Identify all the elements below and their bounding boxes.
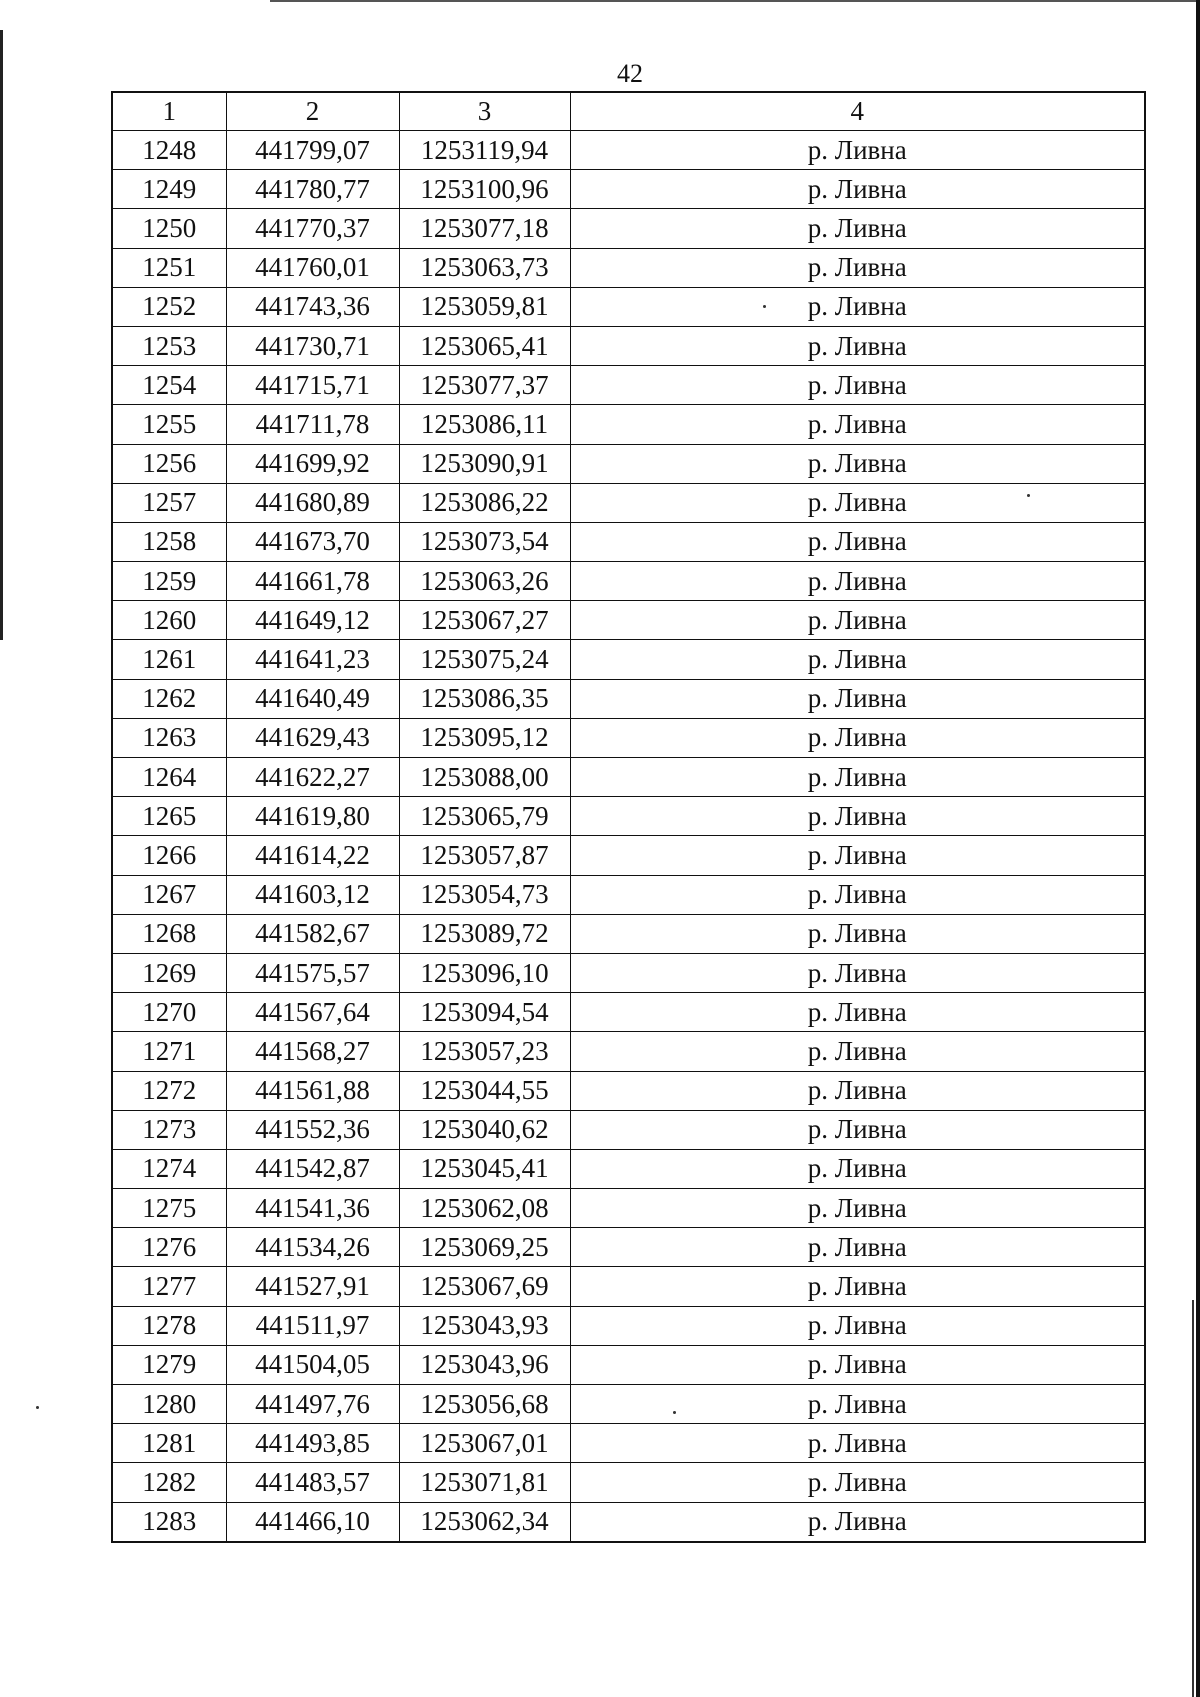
point-number-cell: 1256 [112, 444, 226, 483]
x-coordinate-cell: 441780,77 [226, 170, 399, 209]
description-cell: р. Ливна [570, 562, 1145, 601]
description-cell: р. Ливна [570, 326, 1145, 365]
table-row [112, 1424, 1145, 1463]
table-row [112, 1385, 1145, 1424]
description-cell: р. Ливна [570, 758, 1145, 797]
x-coordinate-cell: 441534,26 [226, 1228, 399, 1267]
table-row [112, 914, 1145, 953]
x-coordinate-cell: 441799,07 [226, 131, 399, 170]
y-coordinate-cell: 1253075,24 [399, 640, 570, 679]
description-cell: р. Ливна [570, 601, 1145, 640]
point-number-cell: 1251 [112, 248, 226, 287]
x-coordinate-cell: 441770,37 [226, 209, 399, 248]
x-coordinate-cell: 441640,49 [226, 679, 399, 718]
point-number-cell: 1272 [112, 1071, 226, 1110]
table-row [112, 679, 1145, 718]
table-row [112, 718, 1145, 757]
point-number-cell: 1253 [112, 326, 226, 365]
point-number-cell: 1271 [112, 1032, 226, 1071]
table-row [112, 562, 1145, 601]
x-coordinate-cell: 441497,76 [226, 1385, 399, 1424]
coordinates-table [111, 91, 1146, 1543]
y-coordinate-cell: 1253100,96 [399, 170, 570, 209]
point-number-cell: 1278 [112, 1306, 226, 1345]
point-number-cell: 1280 [112, 1385, 226, 1424]
table-row [112, 483, 1145, 522]
description-cell: р. Ливна [570, 679, 1145, 718]
y-coordinate-cell: 1253062,08 [399, 1189, 570, 1228]
point-number-cell: 1248 [112, 131, 226, 170]
y-coordinate-cell: 1253077,37 [399, 366, 570, 405]
description-cell: р. Ливна [570, 209, 1145, 248]
y-coordinate-cell: 1253073,54 [399, 522, 570, 561]
table-row [112, 797, 1145, 836]
description-cell: р. Ливна [570, 1306, 1145, 1345]
point-number-cell: 1262 [112, 679, 226, 718]
x-coordinate-cell: 441629,43 [226, 718, 399, 757]
x-coordinate-cell: 441542,87 [226, 1149, 399, 1188]
table-row [112, 1345, 1145, 1384]
x-coordinate-cell: 441715,71 [226, 366, 399, 405]
point-number-cell: 1263 [112, 718, 226, 757]
description-cell: р. Ливна [570, 444, 1145, 483]
x-coordinate-cell: 441552,36 [226, 1110, 399, 1149]
table-row [112, 640, 1145, 679]
table-row [112, 522, 1145, 561]
description-cell: р. Ливна [570, 1228, 1145, 1267]
x-coordinate-cell: 441661,78 [226, 562, 399, 601]
description-cell: р. Ливна [570, 1463, 1145, 1502]
x-coordinate-cell: 441641,23 [226, 640, 399, 679]
y-coordinate-cell: 1253065,79 [399, 797, 570, 836]
y-coordinate-cell: 1253065,41 [399, 326, 570, 365]
description-cell: р. Ливна [570, 1032, 1145, 1071]
scan-speck [36, 1406, 39, 1409]
x-coordinate-cell: 441575,57 [226, 953, 399, 992]
description-cell: р. Ливна [570, 1385, 1145, 1424]
description-cell: р. Ливна [570, 797, 1145, 836]
point-number-cell: 1260 [112, 601, 226, 640]
description-cell: р. Ливна [570, 1424, 1145, 1463]
column-header: 1 [112, 92, 226, 131]
scan-right-border [1196, 0, 1200, 1697]
column-header: 4 [570, 92, 1145, 131]
point-number-cell: 1257 [112, 483, 226, 522]
description-cell: р. Ливна [570, 993, 1145, 1032]
table-row [112, 993, 1145, 1032]
y-coordinate-cell: 1253057,23 [399, 1032, 570, 1071]
x-coordinate-cell: 441622,27 [226, 758, 399, 797]
x-coordinate-cell: 441511,97 [226, 1306, 399, 1345]
table-body [112, 131, 1145, 1542]
x-coordinate-cell: 441614,22 [226, 836, 399, 875]
point-number-cell: 1268 [112, 914, 226, 953]
y-coordinate-cell: 1253054,73 [399, 875, 570, 914]
description-cell: р. Ливна [570, 953, 1145, 992]
table-row [112, 1228, 1145, 1267]
x-coordinate-cell: 441649,12 [226, 601, 399, 640]
y-coordinate-cell: 1253057,87 [399, 836, 570, 875]
x-coordinate-cell: 441730,71 [226, 326, 399, 365]
point-number-cell: 1279 [112, 1345, 226, 1384]
description-cell: р. Ливна [570, 875, 1145, 914]
y-coordinate-cell: 1253077,18 [399, 209, 570, 248]
description-cell: р. Ливна [570, 718, 1145, 757]
x-coordinate-cell: 441619,80 [226, 797, 399, 836]
point-number-cell: 1264 [112, 758, 226, 797]
table-row [112, 444, 1145, 483]
description-cell: р. Ливна [570, 483, 1145, 522]
y-coordinate-cell: 1253096,10 [399, 953, 570, 992]
y-coordinate-cell: 1253086,22 [399, 483, 570, 522]
x-coordinate-cell: 441504,05 [226, 1345, 399, 1384]
y-coordinate-cell: 1253040,62 [399, 1110, 570, 1149]
table-row [112, 405, 1145, 444]
y-coordinate-cell: 1253063,73 [399, 248, 570, 287]
page-number: 42 [617, 59, 643, 88]
table-row [112, 326, 1145, 365]
x-coordinate-cell: 441582,67 [226, 914, 399, 953]
y-coordinate-cell: 1253062,34 [399, 1502, 570, 1542]
y-coordinate-cell: 1253071,81 [399, 1463, 570, 1502]
point-number-cell: 1254 [112, 366, 226, 405]
description-cell: р. Ливна [570, 1110, 1145, 1149]
x-coordinate-cell: 441466,10 [226, 1502, 399, 1542]
y-coordinate-cell: 1253059,81 [399, 287, 570, 326]
y-coordinate-cell: 1253043,93 [399, 1306, 570, 1345]
description-cell: р. Ливна [570, 366, 1145, 405]
point-number-cell: 1255 [112, 405, 226, 444]
description-cell: р. Ливна [570, 1267, 1145, 1306]
y-coordinate-cell: 1253067,69 [399, 1267, 570, 1306]
y-coordinate-cell: 1253067,01 [399, 1424, 570, 1463]
y-coordinate-cell: 1253043,96 [399, 1345, 570, 1384]
point-number-cell: 1250 [112, 209, 226, 248]
description-cell: р. Ливна [570, 287, 1145, 326]
description-cell: р. Ливна [570, 1502, 1145, 1542]
y-coordinate-cell: 1253069,25 [399, 1228, 570, 1267]
y-coordinate-cell: 1253119,94 [399, 131, 570, 170]
table-row [112, 1032, 1145, 1071]
y-coordinate-cell: 1253044,55 [399, 1071, 570, 1110]
y-coordinate-cell: 1253086,11 [399, 405, 570, 444]
table-row [112, 287, 1145, 326]
table-row [112, 1463, 1145, 1502]
point-number-cell: 1274 [112, 1149, 226, 1188]
point-number-cell: 1265 [112, 797, 226, 836]
description-cell: р. Ливна [570, 248, 1145, 287]
table-row [112, 209, 1145, 248]
point-number-cell: 1267 [112, 875, 226, 914]
column-header: 2 [226, 92, 399, 131]
table-row [112, 758, 1145, 797]
description-cell: р. Ливна [570, 1071, 1145, 1110]
y-coordinate-cell: 1253067,27 [399, 601, 570, 640]
description-cell: р. Ливна [570, 1149, 1145, 1188]
y-coordinate-cell: 1253089,72 [399, 914, 570, 953]
point-number-cell: 1270 [112, 993, 226, 1032]
x-coordinate-cell: 441711,78 [226, 405, 399, 444]
y-coordinate-cell: 1253090,91 [399, 444, 570, 483]
y-coordinate-cell: 1253056,68 [399, 1385, 570, 1424]
table-row [112, 1110, 1145, 1149]
description-cell: р. Ливна [570, 170, 1145, 209]
description-cell: р. Ливна [570, 1345, 1145, 1384]
point-number-cell: 1276 [112, 1228, 226, 1267]
x-coordinate-cell: 441743,36 [226, 287, 399, 326]
table-row [112, 1306, 1145, 1345]
point-number-cell: 1269 [112, 953, 226, 992]
table-row [112, 1502, 1145, 1542]
y-coordinate-cell: 1253063,26 [399, 562, 570, 601]
point-number-cell: 1282 [112, 1463, 226, 1502]
column-header: 3 [399, 92, 570, 131]
table-row [112, 1071, 1145, 1110]
point-number-cell: 1252 [112, 287, 226, 326]
scan-right-border-inner [1192, 1300, 1194, 1697]
table-row [112, 131, 1145, 170]
x-coordinate-cell: 441699,92 [226, 444, 399, 483]
description-cell: р. Ливна [570, 405, 1145, 444]
x-coordinate-cell: 441680,89 [226, 483, 399, 522]
x-coordinate-cell: 441493,85 [226, 1424, 399, 1463]
y-coordinate-cell: 1253086,35 [399, 679, 570, 718]
x-coordinate-cell: 441673,70 [226, 522, 399, 561]
x-coordinate-cell: 441561,88 [226, 1071, 399, 1110]
description-cell: р. Ливна [570, 131, 1145, 170]
point-number-cell: 1258 [112, 522, 226, 561]
table-row [112, 248, 1145, 287]
x-coordinate-cell: 441483,57 [226, 1463, 399, 1502]
description-cell: р. Ливна [570, 914, 1145, 953]
x-coordinate-cell: 441760,01 [226, 248, 399, 287]
x-coordinate-cell: 441527,91 [226, 1267, 399, 1306]
description-cell: р. Ливна [570, 640, 1145, 679]
description-cell: р. Ливна [570, 1189, 1145, 1228]
y-coordinate-cell: 1253045,41 [399, 1149, 570, 1188]
point-number-cell: 1277 [112, 1267, 226, 1306]
scan-top-border [270, 0, 1200, 2]
table-row [112, 1267, 1145, 1306]
y-coordinate-cell: 1253094,54 [399, 993, 570, 1032]
point-number-cell: 1266 [112, 836, 226, 875]
table-row [112, 1189, 1145, 1228]
x-coordinate-cell: 441541,36 [226, 1189, 399, 1228]
table-row [112, 1149, 1145, 1188]
table-row [112, 953, 1145, 992]
y-coordinate-cell: 1253088,00 [399, 758, 570, 797]
point-number-cell: 1275 [112, 1189, 226, 1228]
x-coordinate-cell: 441567,64 [226, 993, 399, 1032]
scan-left-border [0, 30, 3, 640]
table-header-row [112, 92, 1145, 131]
table-row [112, 601, 1145, 640]
y-coordinate-cell: 1253095,12 [399, 718, 570, 757]
point-number-cell: 1281 [112, 1424, 226, 1463]
table-row [112, 366, 1145, 405]
point-number-cell: 1273 [112, 1110, 226, 1149]
description-cell: р. Ливна [570, 522, 1145, 561]
table-row [112, 170, 1145, 209]
description-cell: р. Ливна [570, 836, 1145, 875]
point-number-cell: 1259 [112, 562, 226, 601]
x-coordinate-cell: 441568,27 [226, 1032, 399, 1071]
point-number-cell: 1283 [112, 1502, 226, 1542]
point-number-cell: 1249 [112, 170, 226, 209]
table-row [112, 836, 1145, 875]
x-coordinate-cell: 441603,12 [226, 875, 399, 914]
point-number-cell: 1261 [112, 640, 226, 679]
table-row [112, 875, 1145, 914]
